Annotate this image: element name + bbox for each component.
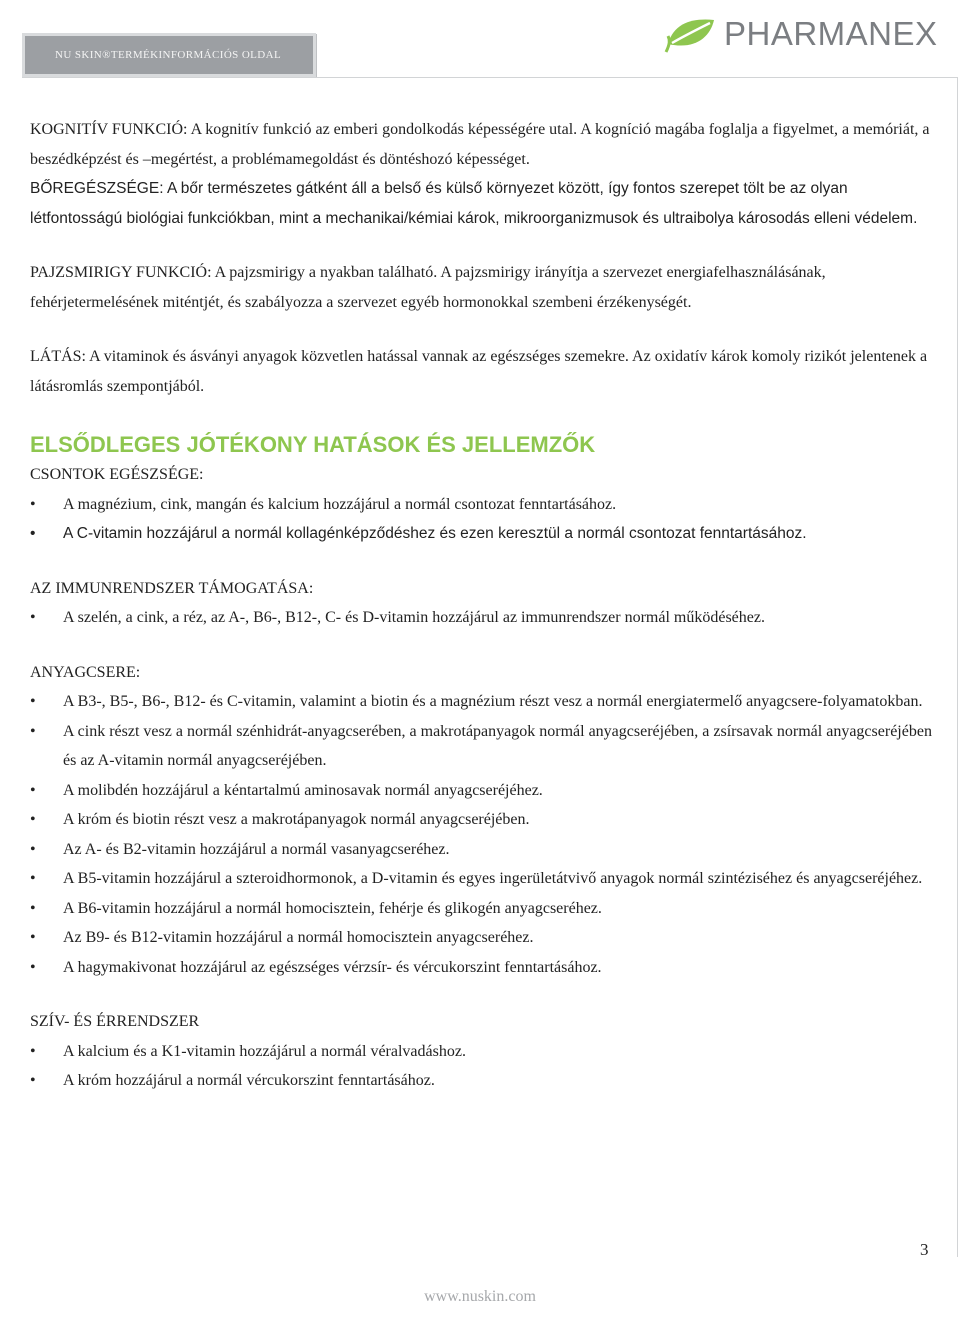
header-tab	[22, 33, 316, 77]
list-item: • A hagymakivonat hozzájárul az egészséges vérzsír- és vércukorszint fenntartásához.	[30, 953, 940, 983]
list-item: • A C-vitamin hozzájárul a normál kollagénképződéshez és ezen keresztül a normál csontozat fenntartásához.	[30, 519, 940, 549]
footer-url: www.nuskin.com	[424, 1288, 536, 1305]
section-title: ANYAGCSERE:	[30, 663, 141, 681]
bullet-list	[30, 490, 940, 549]
list-item: • Az A- és B2-vitamin hozzájárul a normál vasanyagcseréhez.	[30, 835, 940, 865]
main-heading: ELSŐDLEGES JÓTÉKONY HATÁSOK ÉS JELLEMZŐK	[30, 432, 596, 457]
list-item: • A króm és biotin részt vesz a makrotápanyagok normál anyagcseréjében.	[30, 805, 940, 835]
list-item: • A cink részt vesz a normál szénhidrát-anyagcserében, a makrotápanyagok normál anyagcseréjében, a zsírsavak normál anyagcseréjében és az A-vitamin normál anyagcseréjében.	[30, 717, 940, 776]
paragraph-kognitiv: KOGNITÍV FUNKCIÓ: A kognitív funkció az emberi gondolkodás képességére utal. A kogníció magába foglalja a figyelmet, a memóriát, a beszédképzést és –megértést, a problémamegoldást és döntéshozó képességet.	[30, 121, 930, 168]
page-number: 3	[920, 1240, 929, 1259]
document-body	[30, 115, 940, 1096]
list-item: • A B3-, B5-, B6-, B12- és C-vitamin, valamint a biotin és a magnézium részt vesz a normál energiatermelő anyagcsere-folyamatokban.	[30, 687, 940, 717]
section-title: CSONTOK EGÉSZSÉGE:	[30, 466, 204, 483]
paragraph-pajzsmirigy: PAJZSMIRIGY FUNKCIÓ: A pajzsmirigy a nyakban található. A pajzsmirigy irányítja a szervezet energiafelhasználásának, fehérjetermelésének miténtjét, és szabályozza a szervezet egyéb hormonokkal szembeni érzékenységét.	[30, 264, 826, 311]
bullet-list	[30, 687, 940, 982]
list-item: • A szelén, a cink, a réz, az A-, B6-, B12-, C- és D-vitamin hozzájárul az immunrendszer normál működéséhez.	[30, 603, 940, 633]
paragraph-boregeszsege: BŐREGÉSZSÉGE: A bőr természetes gátként áll a belső és külső környezet között, így fontos szerepet tölt be az olyan létfontosságú biológiai funkciókban, mint a mechanikai/kémiai károk, mikroorganizmusok és ultraibolya károsodás elleni védelem.	[30, 180, 918, 227]
header-rule	[22, 77, 958, 78]
list-item: • A molibdén hozzájárul a kéntartalmú aminosavak normál anyagcseréjéhez.	[30, 776, 940, 806]
header-tab-label: NU SKIN®TERMÉKINFORMÁCIÓS OLDAL	[55, 49, 282, 61]
leaf-icon	[664, 14, 718, 54]
section-title: AZ IMMUNRENDSZER TÁMOGATÁSA:	[30, 579, 314, 597]
list-item: • Az B9- és B12-vitamin hozzájárul a normál homocisztein anyagcseréhez.	[30, 923, 940, 953]
list-item: • A króm hozzájárul a normál vércukorszint fenntartásához.	[30, 1066, 940, 1096]
list-item: • A B6-vitamin hozzájárul a normál homocisztein, fehérje és glikogén anyagcseréhez.	[30, 894, 940, 924]
bullet-list	[30, 1037, 940, 1096]
list-item: • A kalcium és a K1-vitamin hozzájárul a normál véralvadáshoz.	[30, 1037, 940, 1067]
logo-text: PHARMANEX	[724, 15, 938, 52]
list-item: • A B5-vitamin hozzájárul a szteroidhormonok, a D-vitamin és egyes ingerületátvivő anyagok normál szintéziséhez és anyagcseréjéhez.	[30, 864, 940, 894]
bullet-list	[30, 603, 940, 633]
frame-right-rule	[957, 77, 958, 1257]
pharmanex-logo	[664, 10, 938, 58]
section-title: SZÍV- ÉS ÉRRENDSZER	[30, 1013, 200, 1030]
paragraph-latas: LÁTÁS: A vitaminok és ásványi anyagok közvetlen hatással vannak az egészséges szemekre. Az oxidatív károk komoly rizikót jelentenek a látásromlás szempontjából.	[30, 348, 928, 395]
list-item: • A magnézium, cink, mangán és kalcium hozzájárul a normál csontozat fenntartásához.	[30, 490, 940, 520]
